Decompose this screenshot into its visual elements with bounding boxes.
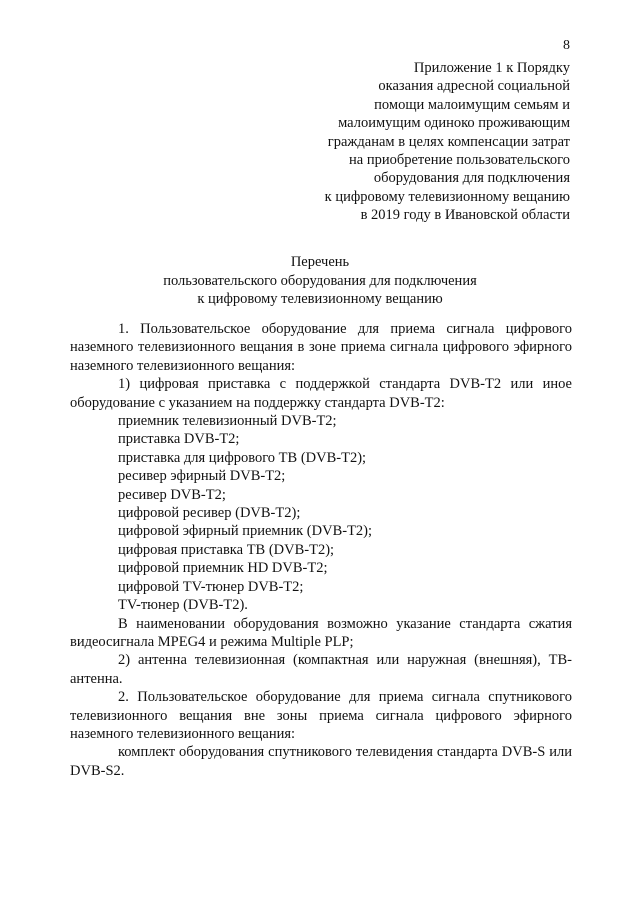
appendix-line: оказания адресной социальной: [378, 78, 570, 95]
section1-item1: 1) цифровая приставка с поддержкой стандарта DVB-T2 или иное оборудование с указанием на поддержку стандарта DVB-T2:: [70, 376, 572, 411]
appendix-line: малоимущим одиноко проживающим: [338, 115, 570, 132]
appendix-line: Приложение 1 к Порядку: [413, 60, 570, 76]
section2-intro: 2. Пользовательское оборудование для приема сигнала спутникового телевизионного вещания вне зоны приема сигнала цифрового эфирного наземного телевизионного вещания:: [70, 689, 572, 742]
device-list-item: цифровой эфирный приемник (DVB-T2);: [118, 523, 373, 540]
page-number: 8: [563, 38, 570, 53]
section2-item: комплект оборудования спутникового телевидения стандарта DVB-S или DVB-S2.: [70, 744, 572, 779]
title-line: Перечень: [290, 254, 350, 270]
title-line: пользовательского оборудования для подключения: [163, 272, 477, 289]
section1-note: В наименовании оборудования возможно указание стандарта сжатия видеосигнала MPEG4 и режима Multiple PLP;: [70, 615, 572, 650]
appendix-line: помощи малоимущим семьям и: [374, 96, 570, 113]
device-list-item: TV-тюнер (DVB-T2).: [118, 597, 248, 614]
device-list-item: приставка для цифрового ТВ (DVB-T2);: [118, 449, 367, 466]
appendix-line: оборудования для подключения: [373, 170, 570, 187]
appendix-line: гражданам в целях компенсации затрат: [327, 133, 570, 150]
appendix-reference: [240, 59, 570, 225]
device-list-item: ресивер эфирный DVB-T2;: [118, 468, 286, 485]
appendix-line: к цифровому телевизионному вещанию: [324, 188, 570, 205]
device-list-item: цифровой ресивер (DVB-T2);: [118, 505, 301, 522]
document-title: [70, 253, 570, 309]
device-list-item: приставка DVB-T2;: [118, 431, 240, 448]
appendix-line: на приобретение пользовательского: [349, 152, 570, 169]
appendix-line: в 2019 году в Ивановской области: [360, 207, 570, 224]
device-list-item: цифровой приемник HD DVB-T2;: [118, 560, 328, 577]
document-body: [70, 320, 572, 780]
section1-item2: 2) антенна телевизионная (компактная или наружная (внешняя), ТВ-антенна.: [70, 652, 572, 687]
device-list-item: приемник телевизионный DVB-T2;: [118, 413, 337, 430]
title-line: к цифровому телевизионному вещанию: [197, 291, 443, 307]
section1-intro: 1. Пользовательское оборудование для приема сигнала цифрового наземного телевизионного вещания в зоне приема сигнала цифрового эфирного наземного телевизионного вещания:: [70, 321, 572, 374]
device-list-item: цифровой TV-тюнер DVB-T2;: [118, 578, 304, 595]
device-list-item: цифровая приставка ТВ (DVB-T2);: [118, 541, 335, 558]
device-list-item: ресивер DVB-T2;: [118, 486, 226, 503]
